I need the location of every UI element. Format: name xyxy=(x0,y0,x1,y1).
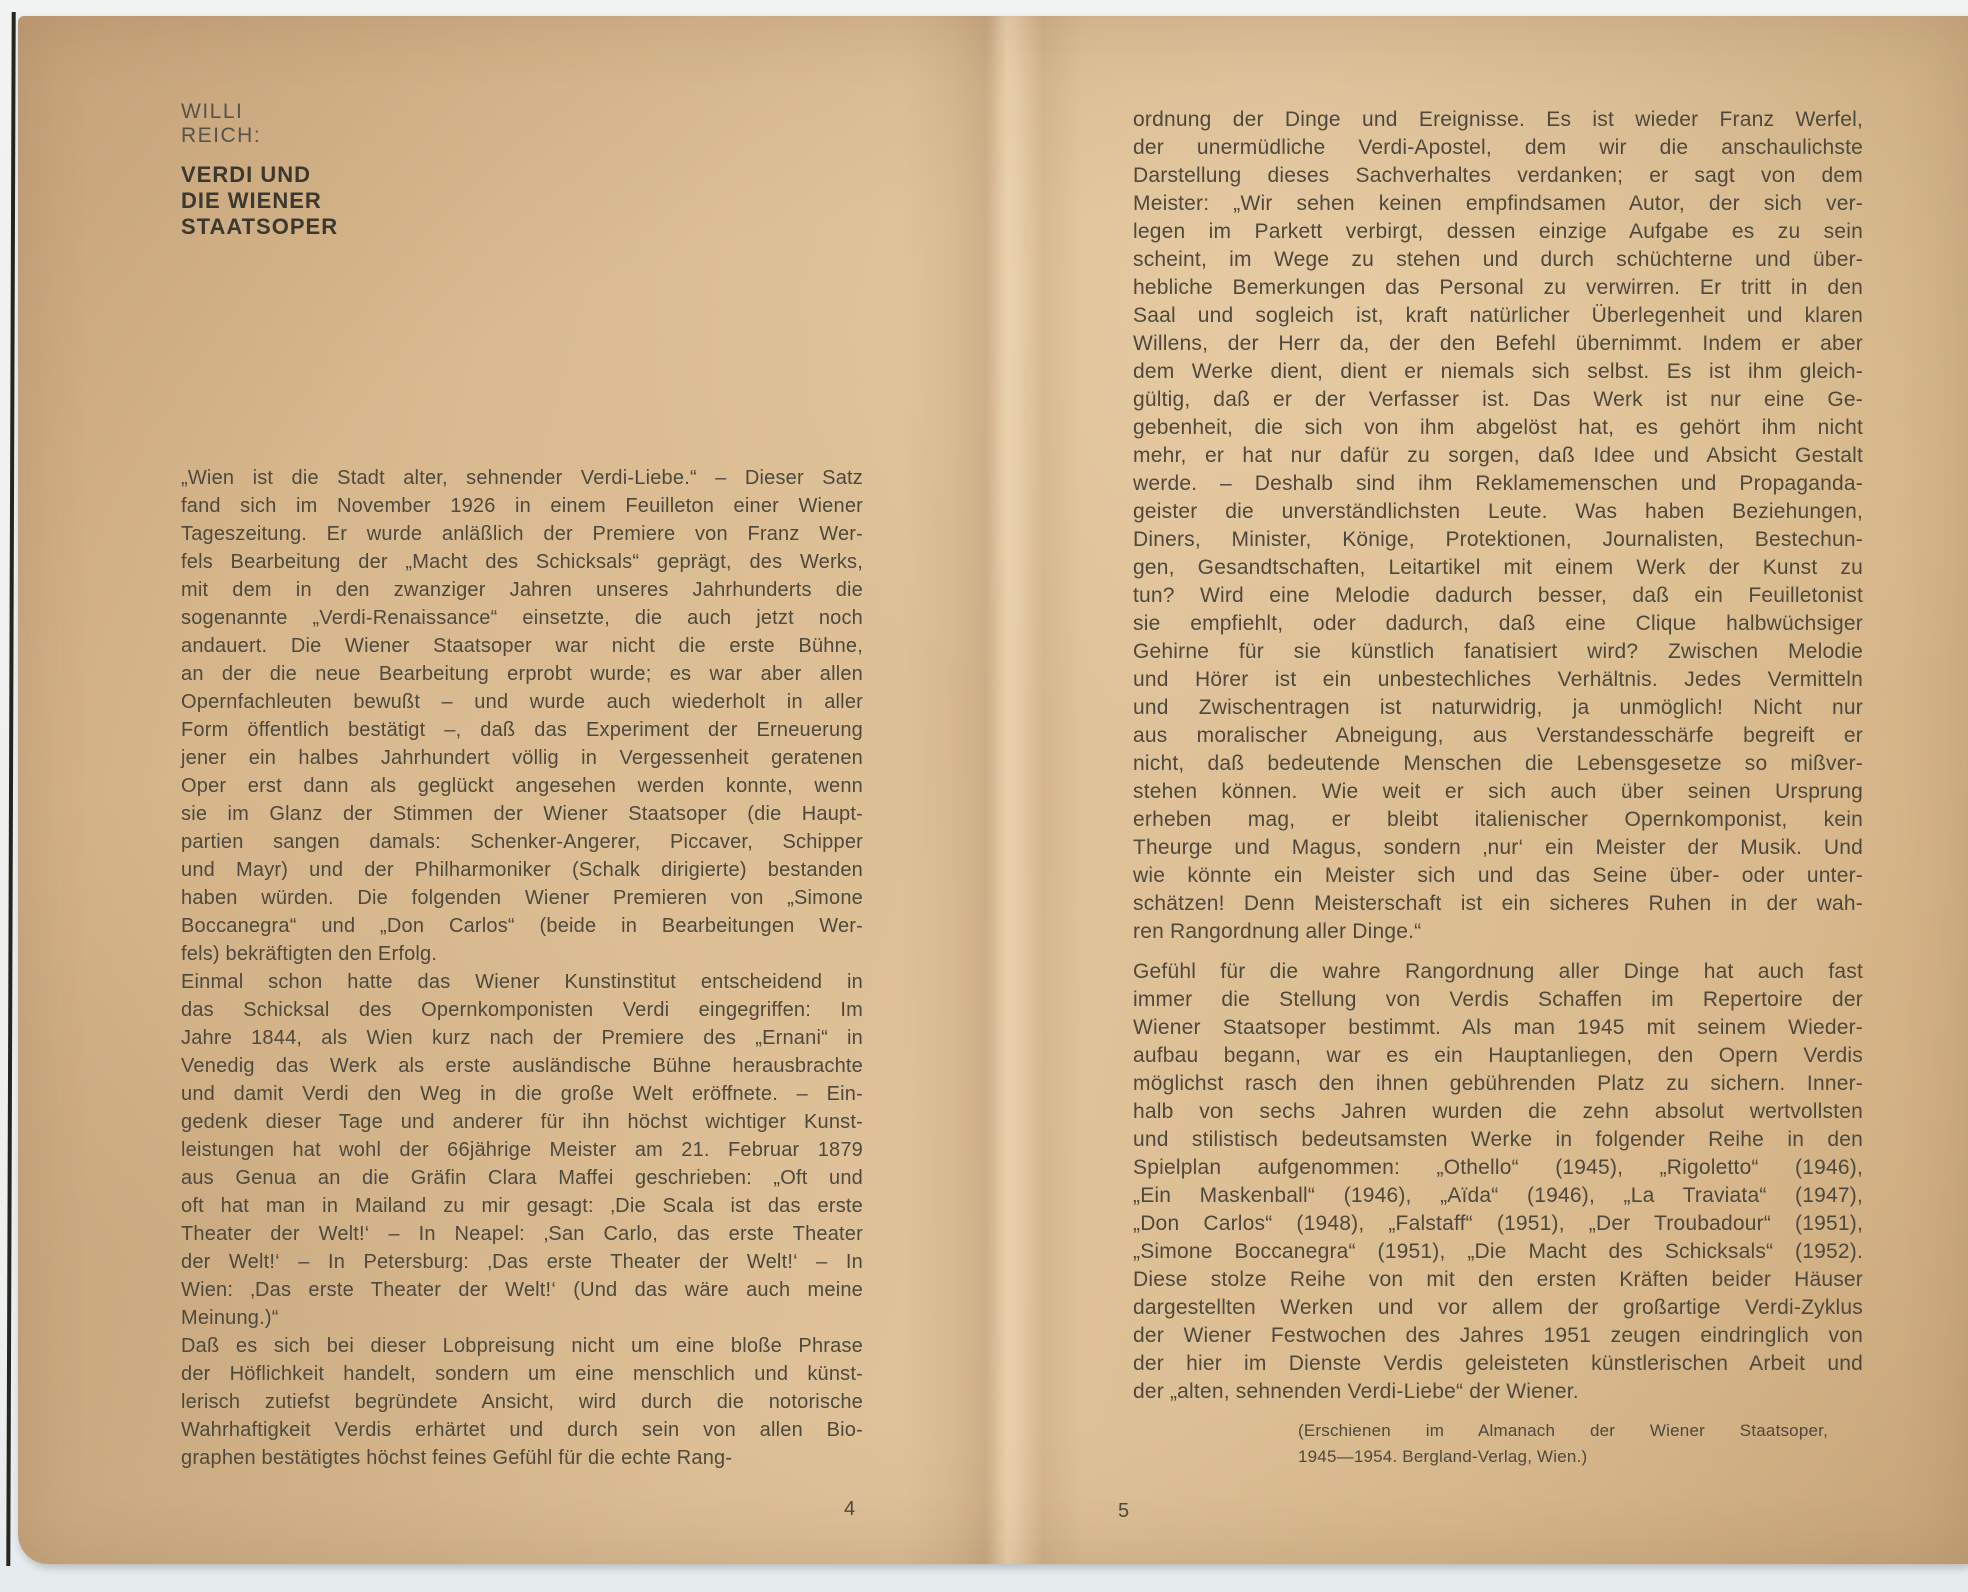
text-line: mehr, er hat nur dafür zu sorgen, daß Idee und Absicht Gestalt xyxy=(1133,444,1863,467)
text-line: leistungen hat wohl der 66jährige Meister am 21. Februar 1879 xyxy=(181,1139,863,1161)
text-line: an der die neue Bearbeitung erprobt wurde; es war aber allen xyxy=(181,663,863,685)
text-line: tun? Wird eine Melodie dadurch besser, daß ein Feuilletonist xyxy=(1133,584,1863,607)
text-line: und stilistisch bedeutsamsten Werke in folgender Reihe in den xyxy=(1133,1128,1863,1151)
paragraph xyxy=(1133,106,1863,946)
text-line: sie im Glanz der Stimmen der Wiener Staatsoper (die Haupt- xyxy=(181,803,863,825)
text-line: Willens, der Herr da, der den Befehl übernimmt. Indem er aber xyxy=(1133,332,1863,355)
text-line: Saal und sogleich ist, kraft natürlicher Überlegenheit und klaren xyxy=(1133,304,1863,327)
text-line: der unermüdliche Verdi-Apostel, dem wir die anschaulichste xyxy=(1133,136,1863,159)
text-line: Jahre 1844, als Wien kurz nach der Premiere des „Ernani“ in xyxy=(181,1027,863,1049)
text-line: der Welt!‘ – In Petersburg: ‚Das erste Theater der Welt!‘ – In xyxy=(181,1251,863,1273)
text-line: der hier im Dienste Verdis geleisteten künstlerischen Arbeit und xyxy=(1133,1352,1863,1375)
text-line: scheint, im Wege zu stehen und durch schüchterne und über- xyxy=(1133,248,1863,271)
text-line: immer die Stellung von Verdis Schaffen im Repertoire der xyxy=(1133,988,1863,1011)
page-gutter-fold xyxy=(903,16,1083,1564)
text-line: Venedig das Werk als erste ausländische Bühne herausbrachte xyxy=(181,1055,863,1077)
text-line: fels Bearbeitung der „Macht des Schicksals“ geprägt, des Werks, xyxy=(181,551,863,573)
text-line: fels) bekräftigten den Erfolg. xyxy=(181,943,438,965)
left-page-text xyxy=(181,464,863,1472)
booklet-paper xyxy=(18,16,1968,1564)
text-line: haben würden. Die folgenden Wiener Premieren von „Simone xyxy=(181,887,863,909)
text-line: Gefühl für die wahre Rangordnung aller Dinge hat auch fast xyxy=(1133,960,1863,983)
text-line: werde. – Deshalb sind ihm Reklamemenschen und Propaganda- xyxy=(1133,472,1863,495)
text-line: und Mayr) und der Philharmoniker (Schalk dirigierte) bestanden xyxy=(181,859,863,881)
text-line: Theater der Welt!‘ – In Neapel: ‚San Carlo, das erste Theater xyxy=(181,1223,863,1245)
text-line: Boccanegra“ und „Don Carlos“ (beide in Bearbeitungen Wer- xyxy=(181,915,863,937)
text-line: Theurge und Magus, sondern ‚nur‘ ein Meister der Musik. Und xyxy=(1133,836,1863,859)
text-line: Oper erst dann als geglückt angesehen werden konnte, wenn xyxy=(181,775,863,797)
text-line: halb von sechs Jahren wurden die zehn absolut wertvollsten xyxy=(1133,1100,1863,1123)
text-line: jener ein halbes Jahrhundert völlig in Vergessenheit geratenen xyxy=(181,747,863,769)
text-line: stehen können. Wie weit er sich auch über seinen Ursprung xyxy=(1133,780,1863,803)
text-line: sie empfiehlt, oder dadurch, daß eine Clique halbwüchsiger xyxy=(1133,612,1863,635)
text-line: 1945—1954. Bergland-Verlag, Wien.) xyxy=(1298,1447,1588,1466)
text-line: und Zwischentragen ist naturwidrig, ja unmöglich! Nicht nur xyxy=(1133,696,1863,719)
text-line: Spielplan aufgenommen: „Othello“ (1945), „Rigoletto“ (1946), xyxy=(1133,1156,1863,1179)
text-line: oft hat man in Mailand zu mir gesagt: ‚Die Scala ist das erste xyxy=(181,1195,863,1217)
paragraph xyxy=(181,1332,863,1472)
paragraph xyxy=(1298,1418,1828,1470)
text-line: schätzen! Denn Meisterschaft ist ein sicheres Ruhen in der wah- xyxy=(1133,892,1863,915)
text-line: gültig, daß er der Verfasser ist. Das Werk ist nur eine Ge- xyxy=(1133,388,1863,411)
text-line: Diners, Minister, Könige, Protektionen, Journalisten, Bestechun- xyxy=(1133,528,1863,551)
text-line: legen im Parkett verbirgt, dessen einzige Aufgabe es zu sein xyxy=(1133,220,1863,243)
text-line: lerisch zutiefst begründete Ansicht, wird durch die notorische xyxy=(181,1391,863,1413)
text-line: aufbau begann, war es ein Hauptanliegen, den Opern Verdis xyxy=(1133,1044,1863,1067)
text-line: Wien: ‚Das erste Theater der Welt!‘ (Und das wäre auch meine xyxy=(181,1279,863,1301)
text-line: aus Genua an die Gräfin Clara Maffei geschrieben: „Oft und xyxy=(181,1167,863,1189)
text-line: Darstellung dieses Sachverhaltes verdanken; er sagt von dem xyxy=(1133,164,1863,187)
text-line: erheben mag, er bleibt italienischer Opernkomponist, kein xyxy=(1133,808,1863,831)
text-line: nicht, daß bedeutende Menschen die Lebensgesetze so mißver- xyxy=(1133,752,1863,775)
text-line: „Ein Maskenball“ (1946), „Aïda“ (1946), „La Traviata“ (1947), xyxy=(1133,1184,1863,1207)
text-line: Diese stolze Reihe von mit den ersten Kräften beider Häuser xyxy=(1133,1268,1863,1291)
page-number-left: 4 xyxy=(844,1498,856,1520)
text-line: Einmal schon hatte das Wiener Kunstinstitut entscheidend in xyxy=(181,971,863,993)
text-line: ordnung der Dinge und Ereignisse. Es ist wieder Franz Werfel, xyxy=(1133,108,1863,131)
text-line: sogenannte „Verdi-Renaissance“ einsetzte, die auch jetzt noch xyxy=(181,607,863,629)
text-line: Gehirne für sie künstlich fanatisiert wird? Zwischen Melodie xyxy=(1133,640,1863,663)
text-line: hebliche Bemerkungen das Personal zu verwirren. Er tritt in den xyxy=(1133,276,1863,299)
page-number-right: 5 xyxy=(1118,1500,1130,1522)
text-line: möglichst rasch den ihnen gebührenden Platz zu sichern. Inner- xyxy=(1133,1072,1863,1095)
text-line: gedenk dieser Tage und anderer für ihn höchst wichtiger Kunst- xyxy=(181,1111,863,1133)
text-line: andauert. Die Wiener Staatsoper war nicht die erste Bühne, xyxy=(181,635,863,657)
publication-note xyxy=(1298,1418,1828,1470)
paragraph xyxy=(181,968,863,1332)
text-line: gebenheit, die sich von ihm abgelöst hat, es gehört ihm nicht xyxy=(1133,416,1863,439)
text-line: dem Werke dient, dient er niemals sich selbst. Es ist ihm gleich- xyxy=(1133,360,1863,383)
text-line: graphen bestätigtes höchst feines Gefühl für die echte Rang- xyxy=(181,1447,733,1469)
text-line: „Simone Boccanegra“ (1951), „Die Macht des Schicksals“ (1952). xyxy=(1133,1240,1863,1263)
text-line: und Hörer ist ein unbestechliches Verhältnis. Jedes Vermitteln xyxy=(1133,668,1863,691)
text-line: Meister: „Wir sehen keinen empfindsamen Autor, der sich ver- xyxy=(1133,192,1863,215)
text-line: geister die unverständlichsten Leute. Was haben Beziehungen, xyxy=(1133,500,1863,523)
text-line: (Erschienen im Almanach der Wiener Staatsoper, xyxy=(1298,1421,1828,1440)
text-line: „Wien ist die Stadt alter, sehnender Verdi-Liebe.“ – Dieser Satz xyxy=(181,467,863,489)
text-line: Meinung.)“ xyxy=(181,1307,279,1329)
text-line: ren Rangordnung aller Dinge.“ xyxy=(1133,920,1422,943)
author-name: WILLI REICH: xyxy=(181,100,262,147)
text-line: Wahrhaftigkeit Verdis erhärtet und durch sein von allen Bio- xyxy=(181,1419,863,1441)
text-line: partien sangen damals: Schenker-Angerer, Piccaver, Schipper xyxy=(181,831,863,853)
text-line: der Höflichkeit handelt, sondern um eine menschlich und künst- xyxy=(181,1363,863,1385)
text-line: Wiener Staatsoper bestimmt. Als man 1945 mit seinem Wieder- xyxy=(1133,1016,1863,1039)
text-line: Daß es sich bei dieser Lobpreisung nicht um eine bloße Phrase xyxy=(181,1335,863,1357)
book-cover-edge xyxy=(6,12,15,1566)
text-line: wie könnte ein Meister sich und das Seine über- oder unter- xyxy=(1133,864,1863,887)
text-line: fand sich im November 1926 in einem Feuilleton einer Wiener xyxy=(181,495,863,517)
right-page-text xyxy=(1133,106,1863,1406)
text-line: der „alten, sehnenden Verdi-Liebe“ der Wiener. xyxy=(1133,1380,1579,1403)
text-line: das Schicksal des Opernkomponisten Verdi eingegriffen: Im xyxy=(181,999,863,1021)
text-line: mit dem in den zwanziger Jahren unseres Jahrhunderts die xyxy=(181,579,863,601)
text-line: Opernfachleuten bewußt – und wurde auch wiederholt in aller xyxy=(181,691,863,713)
text-line: dargestellten Werken und vor allem der großartige Verdi-Zyklus xyxy=(1133,1296,1863,1319)
text-line: Form öffentlich bestätigt –, daß das Experiment der Erneuerung xyxy=(181,719,863,741)
paragraph xyxy=(1133,958,1863,1406)
text-line: der Wiener Festwochen des Jahres 1951 zeugen eindringlich von xyxy=(1133,1324,1863,1347)
text-line: aus moralischer Abneigung, aus Verstandesschärfe begreift er xyxy=(1133,724,1863,747)
text-line: Tageszeitung. Er wurde anläßlich der Premiere von Franz Wer- xyxy=(181,523,863,545)
text-line: gen, Gesandtschaften, Leitartikel mit einem Werk der Kunst zu xyxy=(1133,556,1863,579)
paragraph xyxy=(181,464,863,968)
text-line: „Don Carlos“ (1948), „Falstaff“ (1951), „Der Troubadour“ (1951), xyxy=(1133,1212,1863,1235)
text-line: und damit Verdi den Weg in die große Welt eröffnete. – Ein- xyxy=(181,1083,863,1105)
article-title: VERDI UND DIE WIENER STAATSOPER xyxy=(181,162,339,239)
